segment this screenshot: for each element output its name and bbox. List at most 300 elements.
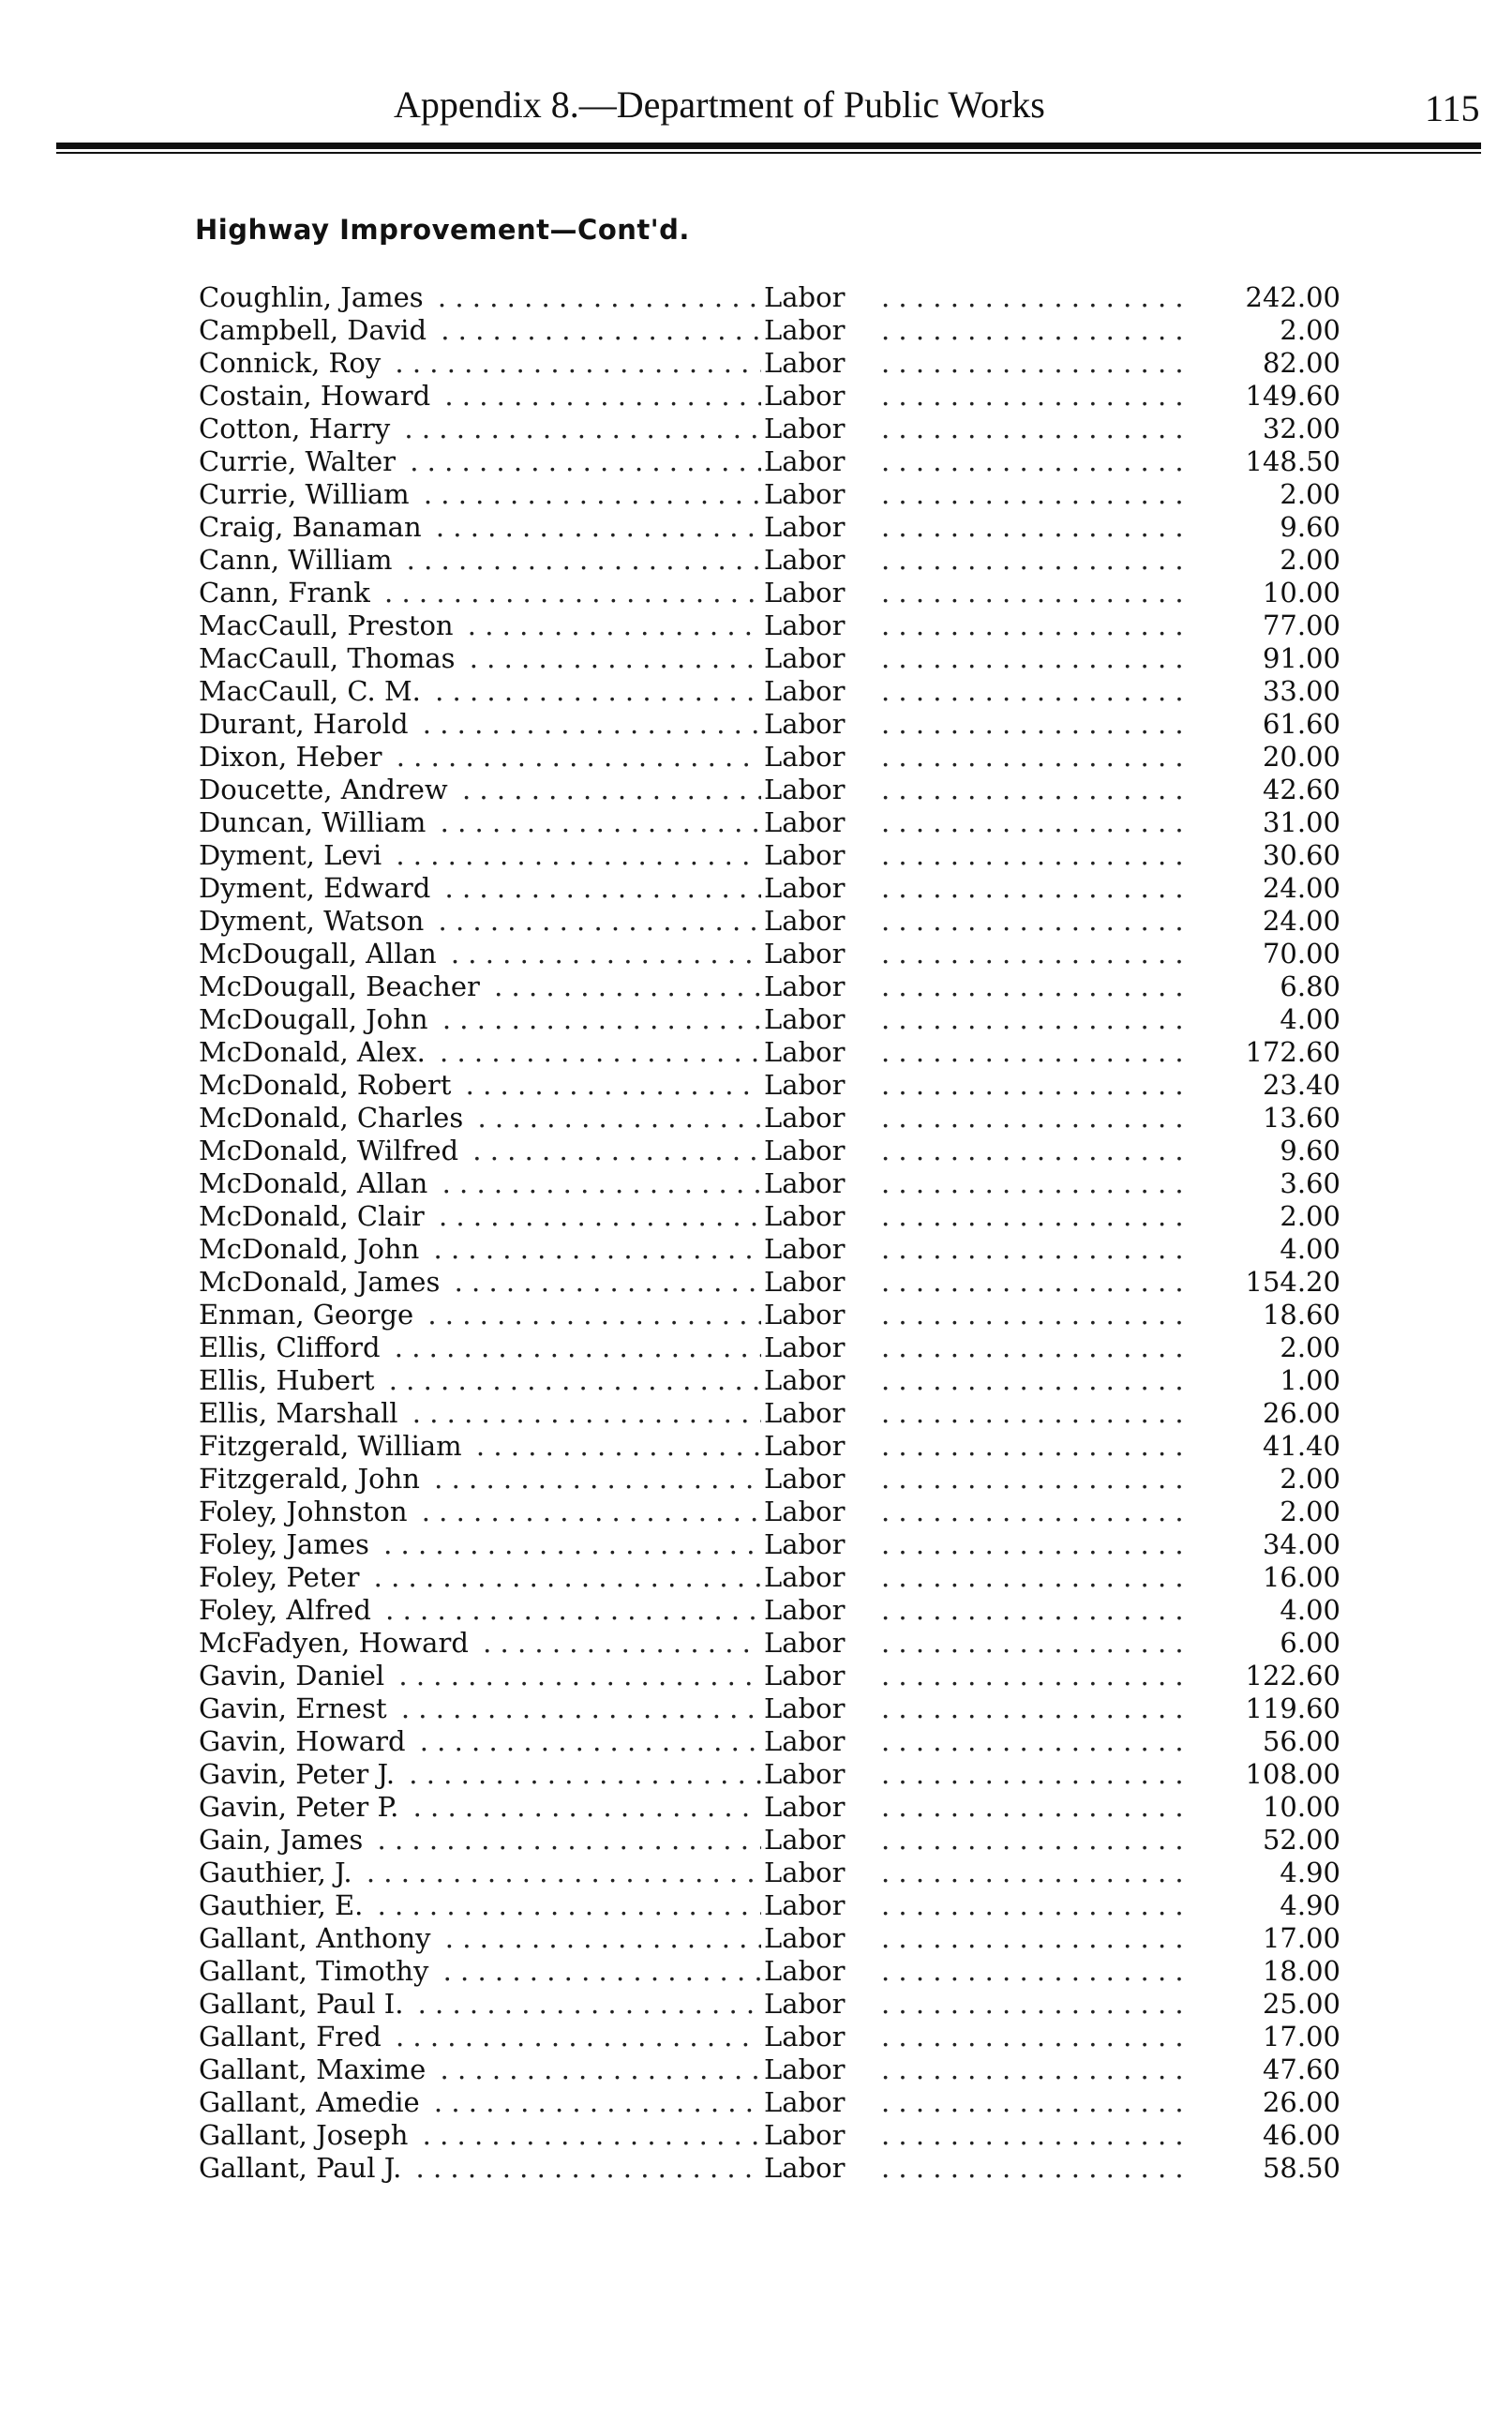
payee-name: Dixon, Heber [199, 741, 388, 773]
occupation: Labor [764, 1003, 846, 1035]
name-leader [199, 970, 761, 1003]
ledger-row [0, 511, 1512, 544]
payee-name: Gallant, Paul J. [199, 2152, 407, 2184]
ledger-row [0, 708, 1512, 741]
amount: 18.60 [1262, 1299, 1340, 1331]
name-leader [199, 1955, 761, 1988]
amount-leader [881, 1200, 1181, 1233]
payee-name: Gavin, Peter J. [199, 1758, 400, 1790]
occupation: Labor [764, 1463, 846, 1495]
amount: 31.00 [1262, 806, 1340, 838]
occupation: Labor [764, 905, 846, 937]
ledger-row [0, 1627, 1512, 1660]
occupation: Labor [764, 1102, 846, 1134]
amount: 26.00 [1262, 2086, 1340, 2118]
name-leader [199, 1561, 761, 1594]
amount: 24.00 [1262, 905, 1340, 937]
name-leader [199, 1233, 761, 1266]
amount: 1.00 [1280, 1364, 1340, 1396]
ledger-row [0, 1725, 1512, 1758]
payee-name: Foley, James [199, 1528, 375, 1560]
amount: 70.00 [1262, 938, 1340, 970]
occupation: Labor [764, 642, 846, 674]
amount: 82.00 [1262, 347, 1340, 379]
payee-name: Gallant, Fred [199, 2021, 387, 2053]
amount-leader [881, 1725, 1181, 1758]
name-leader [199, 1824, 761, 1857]
amount: 154.20 [1245, 1266, 1340, 1298]
amount: 4.90 [1280, 1857, 1340, 1888]
amount-leader [881, 741, 1181, 774]
occupation: Labor [764, 2053, 846, 2085]
amount: 172.60 [1245, 1036, 1340, 1068]
payee-name: Cann, William [199, 544, 397, 576]
occupation: Labor [764, 1036, 846, 1068]
ledger-row [0, 281, 1512, 314]
payee-name: Dyment, Levi [199, 839, 387, 871]
payee-name: Gauthier, E. [199, 1889, 368, 1921]
amount-leader [881, 1791, 1181, 1824]
payee-name: Gavin, Ernest [199, 1692, 393, 1724]
occupation: Labor [764, 445, 846, 477]
amount: 4.00 [1280, 1003, 1340, 1035]
amount: 2.00 [1280, 1200, 1340, 1232]
ledger-row [0, 970, 1512, 1003]
amount-leader [881, 1430, 1181, 1463]
ledger-row [0, 675, 1512, 708]
ledger-row [0, 1036, 1512, 1069]
name-leader [199, 478, 761, 511]
amount: 46.00 [1262, 2119, 1340, 2151]
ledger-row [0, 347, 1512, 380]
amount-leader [881, 774, 1181, 806]
payee-name: McDougall, John [199, 1003, 434, 1035]
name-leader [199, 380, 761, 413]
payee-name: Fitzgerald, John [199, 1463, 426, 1495]
name-leader [199, 938, 761, 970]
amount-leader [881, 1692, 1181, 1725]
ledger-entries [0, 281, 1512, 2185]
occupation: Labor [764, 708, 846, 740]
ledger-row [0, 609, 1512, 642]
name-leader [199, 1036, 761, 1069]
name-leader [199, 1102, 761, 1135]
ledger-row [0, 1331, 1512, 1364]
amount: 61.60 [1262, 708, 1340, 740]
amount: 2.00 [1280, 544, 1340, 576]
name-leader [199, 2021, 761, 2053]
payee-name: Dyment, Watson [199, 905, 429, 937]
amount-leader [881, 1988, 1181, 2021]
name-leader [199, 2053, 761, 2086]
header-rule-thin [56, 152, 1481, 154]
payee-name: Currie, Walter [199, 445, 401, 477]
occupation: Labor [764, 1528, 846, 1560]
occupation: Labor [764, 1955, 846, 1987]
name-leader [199, 872, 761, 905]
amount: 47.60 [1262, 2053, 1340, 2085]
name-leader [199, 774, 761, 806]
ledger-row [0, 741, 1512, 774]
name-leader [199, 1266, 761, 1299]
amount-leader [881, 511, 1181, 544]
amount: 16.00 [1262, 1561, 1340, 1593]
ledger-row [0, 1988, 1512, 2021]
amount-leader [881, 970, 1181, 1003]
amount: 149.60 [1245, 380, 1340, 412]
amount-leader [881, 445, 1181, 478]
amount: 2.00 [1280, 314, 1340, 346]
amount: 23.40 [1262, 1069, 1340, 1101]
amount: 17.00 [1262, 2021, 1340, 2053]
occupation: Labor [764, 1167, 846, 1199]
name-leader [199, 1692, 761, 1725]
payee-name: Costain, Howard [199, 380, 436, 412]
amount-leader [881, 1331, 1181, 1364]
payee-name: MacCaull, Preston [199, 609, 459, 641]
amount-leader [881, 1364, 1181, 1397]
name-leader [199, 1299, 761, 1331]
name-leader [199, 1758, 761, 1791]
amount-leader [881, 1102, 1181, 1135]
payee-name: Gallant, Anthony [199, 1922, 437, 1954]
occupation: Labor [764, 511, 846, 543]
occupation: Labor [764, 478, 846, 510]
amount-leader [881, 1922, 1181, 1955]
payee-name: Gavin, Howard [199, 1725, 412, 1757]
ledger-row [0, 413, 1512, 445]
occupation: Labor [764, 1299, 846, 1331]
ledger-row [0, 1791, 1512, 1824]
amount-leader [881, 1627, 1181, 1660]
amount: 32.00 [1262, 413, 1340, 444]
name-leader [199, 708, 761, 741]
name-leader [199, 1791, 761, 1824]
payee-name: McDonald, James [199, 1266, 445, 1298]
amount-leader [881, 1857, 1181, 1889]
amount-leader [881, 1889, 1181, 1922]
amount: 122.60 [1245, 1660, 1340, 1692]
ledger-row [0, 1857, 1512, 1889]
payee-name: McDonald, Wilfred [199, 1135, 464, 1166]
payee-name: McDonald, Allan [199, 1167, 433, 1199]
amount-leader [881, 1824, 1181, 1857]
ledger-row [0, 2053, 1512, 2086]
occupation: Labor [764, 1233, 846, 1265]
payee-name: McDonald, Robert [199, 1069, 457, 1101]
amount: 9.60 [1280, 1135, 1340, 1166]
payee-name: Foley, Johnston [199, 1496, 413, 1527]
name-leader [199, 1627, 761, 1660]
name-leader [199, 1135, 761, 1167]
amount-leader [881, 478, 1181, 511]
name-leader [199, 1725, 761, 1758]
amount: 6.00 [1280, 1627, 1340, 1659]
amount-leader [881, 1299, 1181, 1331]
ledger-row [0, 1889, 1512, 1922]
payee-name: Enman, George [199, 1299, 419, 1331]
header-rule-thick [56, 143, 1481, 149]
name-leader [199, 577, 761, 609]
payee-name: McDonald, Clair [199, 1200, 430, 1232]
name-leader [199, 609, 761, 642]
name-leader [199, 511, 761, 544]
payee-name: Gallant, Joseph [199, 2119, 413, 2151]
payee-name: Gallant, Maxime [199, 2053, 431, 2085]
amount: 24.00 [1262, 872, 1340, 904]
payee-name: MacCaull, Thomas [199, 642, 461, 674]
amount-leader [881, 1660, 1181, 1692]
occupation: Labor [764, 1791, 846, 1823]
occupation: Labor [764, 314, 846, 346]
payee-name: Connick, Roy [199, 347, 386, 379]
amount-leader [881, 281, 1181, 314]
payee-name: Cann, Frank [199, 577, 376, 609]
amount: 91.00 [1262, 642, 1340, 674]
amount-leader [881, 1036, 1181, 1069]
occupation: Labor [764, 1824, 846, 1856]
name-leader [199, 314, 761, 347]
amount: 41.40 [1262, 1430, 1340, 1462]
name-leader [199, 1069, 761, 1102]
name-leader [199, 2119, 761, 2152]
occupation: Labor [764, 806, 846, 838]
ledger-row [0, 1692, 1512, 1725]
section-title: Highway Improvement—Cont'd. [195, 214, 690, 246]
amount: 119.60 [1245, 1692, 1340, 1724]
amount-leader [881, 380, 1181, 413]
ledger-row [0, 2119, 1512, 2152]
occupation: Labor [764, 1725, 846, 1757]
ledger-row [0, 872, 1512, 905]
payee-name: Foley, Peter [199, 1561, 365, 1593]
payee-name: McDougall, Allan [199, 938, 442, 970]
amount-leader [881, 905, 1181, 938]
ledger-row [0, 839, 1512, 872]
occupation: Labor [764, 872, 846, 904]
occupation: Labor [764, 2021, 846, 2053]
payee-name: MacCaull, C. M. [199, 675, 427, 707]
payee-name: Cotton, Harry [199, 413, 396, 444]
ledger-row [0, 1561, 1512, 1594]
ledger-row [0, 2152, 1512, 2185]
amount: 42.60 [1262, 774, 1340, 805]
occupation: Labor [764, 1561, 846, 1593]
amount: 148.50 [1245, 445, 1340, 477]
name-leader [199, 1364, 761, 1397]
ledger-row [0, 2086, 1512, 2119]
ledger-row [0, 806, 1512, 839]
payee-name: McDonald, Charles [199, 1102, 469, 1134]
name-leader [199, 347, 761, 380]
payee-name: Gain, James [199, 1824, 368, 1856]
amount-leader [881, 1003, 1181, 1036]
ledger-row [0, 1758, 1512, 1791]
payee-name: Gauthier, J. [199, 1857, 358, 1888]
occupation: Labor [764, 970, 846, 1002]
amount: 108.00 [1245, 1758, 1340, 1790]
amount: 18.00 [1262, 1955, 1340, 1987]
name-leader [199, 1528, 761, 1561]
amount-leader [881, 314, 1181, 347]
occupation: Labor [764, 1135, 846, 1166]
occupation: Labor [764, 1594, 846, 1626]
amount-leader [881, 2152, 1181, 2185]
ledger-row [0, 1299, 1512, 1331]
ledger-row [0, 1233, 1512, 1266]
payee-name: Fitzgerald, William [199, 1430, 468, 1462]
amount-leader [881, 1955, 1181, 1988]
amount: 56.00 [1262, 1725, 1340, 1757]
payee-name: Durant, Harold [199, 708, 414, 740]
amount-leader [881, 2119, 1181, 2152]
occupation: Labor [764, 577, 846, 609]
ledger-row [0, 2021, 1512, 2053]
name-leader [199, 1167, 761, 1200]
amount: 10.00 [1262, 1791, 1340, 1823]
ledger-row [0, 1397, 1512, 1430]
amount-leader [881, 347, 1181, 380]
page-header-title: Appendix 8.—Department of Public Works [394, 83, 1045, 126]
payee-name: Gallant, Amedie [199, 2086, 426, 2118]
occupation: Labor [764, 675, 846, 707]
payee-name: Currie, William [199, 478, 415, 510]
amount-leader [881, 1397, 1181, 1430]
amount-leader [881, 1561, 1181, 1594]
occupation: Labor [764, 1988, 846, 2020]
amount: 242.00 [1245, 281, 1340, 313]
ledger-row [0, 478, 1512, 511]
amount-leader [881, 1167, 1181, 1200]
occupation: Labor [764, 1627, 846, 1659]
payee-name: Ellis, Hubert [199, 1364, 381, 1396]
amount-leader [881, 1266, 1181, 1299]
name-leader [199, 2086, 761, 2119]
amount: 13.60 [1262, 1102, 1340, 1134]
name-leader [199, 281, 761, 314]
payee-name: Foley, Alfred [199, 1594, 377, 1626]
amount: 4.90 [1280, 1889, 1340, 1921]
amount: 4.00 [1280, 1594, 1340, 1626]
ledger-row [0, 1463, 1512, 1496]
page-number: 115 [1425, 87, 1480, 129]
occupation: Labor [764, 544, 846, 576]
occupation: Labor [764, 741, 846, 773]
ledger-row [0, 905, 1512, 938]
amount: 77.00 [1262, 609, 1340, 641]
amount: 2.00 [1280, 1496, 1340, 1527]
ledger-row [0, 1069, 1512, 1102]
occupation: Labor [764, 2086, 846, 2118]
amount-leader [881, 1463, 1181, 1496]
ledger-row [0, 1102, 1512, 1135]
amount-leader [881, 872, 1181, 905]
amount: 20.00 [1262, 741, 1340, 773]
ledger-row [0, 445, 1512, 478]
occupation: Labor [764, 774, 846, 805]
amount-leader [881, 1594, 1181, 1627]
name-leader [199, 642, 761, 675]
amount-leader [881, 2021, 1181, 2053]
occupation: Labor [764, 1922, 846, 1954]
amount-leader [881, 839, 1181, 872]
amount: 17.00 [1262, 1922, 1340, 1954]
ledger-row [0, 1496, 1512, 1528]
ledger-row [0, 774, 1512, 806]
name-leader [199, 1889, 761, 1922]
name-leader [199, 1200, 761, 1233]
payee-name: Ellis, Clifford [199, 1331, 386, 1363]
occupation: Labor [764, 1266, 846, 1298]
ledger-row [0, 1266, 1512, 1299]
payee-name: Duncan, William [199, 806, 431, 838]
amount-leader [881, 1528, 1181, 1561]
payee-name: Coughlin, James [199, 281, 429, 313]
amount: 10.00 [1262, 577, 1340, 609]
amount: 4.00 [1280, 1233, 1340, 1265]
amount-leader [881, 1069, 1181, 1102]
name-leader [199, 839, 761, 872]
occupation: Labor [764, 1331, 846, 1363]
occupation: Labor [764, 347, 846, 379]
payee-name: McFadyen, Howard [199, 1627, 474, 1659]
ledger-row [0, 1364, 1512, 1397]
amount-leader [881, 2053, 1181, 2086]
payee-name: Campbell, David [199, 314, 432, 346]
occupation: Labor [764, 1857, 846, 1888]
occupation: Labor [764, 2119, 846, 2151]
amount: 30.60 [1262, 839, 1340, 871]
name-leader [199, 741, 761, 774]
occupation: Labor [764, 1660, 846, 1692]
occupation: Labor [764, 1692, 846, 1724]
payee-name: McDonald, John [199, 1233, 425, 1265]
amount: 2.00 [1280, 478, 1340, 510]
amount: 25.00 [1262, 1988, 1340, 2020]
occupation: Labor [764, 380, 846, 412]
ledger-row [0, 1200, 1512, 1233]
amount: 58.50 [1262, 2152, 1340, 2184]
amount-leader [881, 938, 1181, 970]
name-leader [199, 1922, 761, 1955]
amount-leader [881, 1135, 1181, 1167]
amount: 9.60 [1280, 511, 1340, 543]
name-leader [199, 445, 761, 478]
name-leader [199, 1397, 761, 1430]
amount: 6.80 [1280, 970, 1340, 1002]
name-leader [199, 1496, 761, 1528]
payee-name: Gallant, Paul I. [199, 1988, 409, 2020]
occupation: Labor [764, 609, 846, 641]
payee-name: Craig, Banaman [199, 511, 427, 543]
amount-leader [881, 1758, 1181, 1791]
occupation: Labor [764, 1758, 846, 1790]
name-leader [199, 675, 761, 708]
ledger-row [0, 1660, 1512, 1692]
amount: 3.60 [1280, 1167, 1340, 1199]
name-leader [199, 1003, 761, 1036]
payee-name: Gavin, Peter P. [199, 1791, 404, 1823]
occupation: Labor [764, 1397, 846, 1429]
name-leader [199, 1857, 761, 1889]
occupation: Labor [764, 2152, 846, 2184]
amount: 2.00 [1280, 1331, 1340, 1363]
occupation: Labor [764, 1364, 846, 1396]
name-leader [199, 1463, 761, 1496]
ledger-row [0, 1594, 1512, 1627]
amount-leader [881, 2086, 1181, 2119]
name-leader [199, 806, 761, 839]
